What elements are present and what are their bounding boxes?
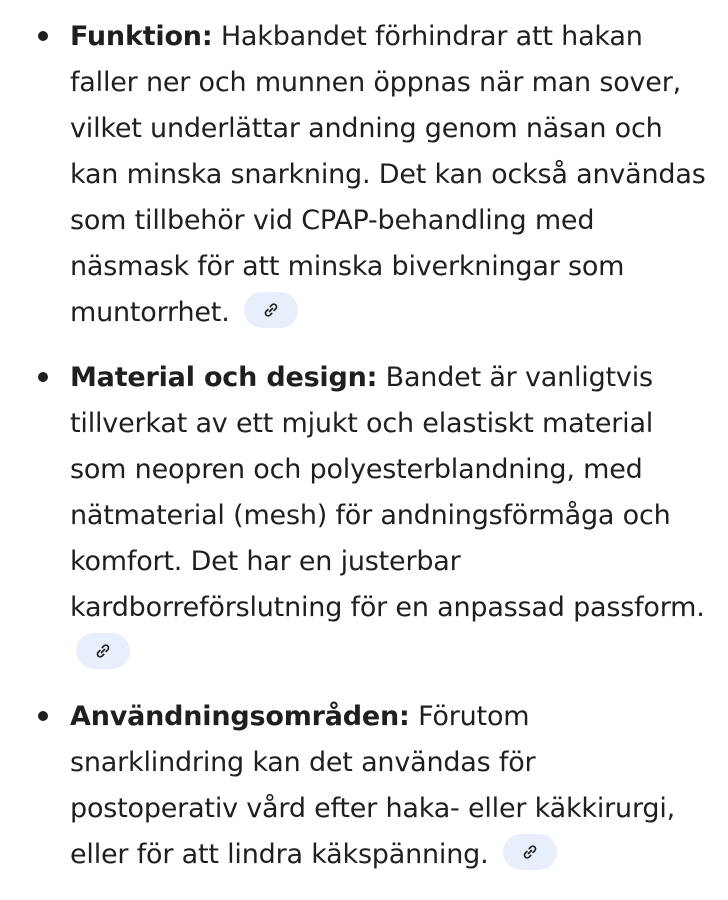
bullet-dot: [38, 31, 48, 41]
list-item-material: [70, 355, 710, 677]
link-icon: [94, 642, 112, 660]
item-label: Material och design:: [70, 362, 378, 393]
bullet-dot: [38, 372, 48, 382]
bullet-dot: [38, 711, 48, 721]
item-text: Hakbandet förhindrar att hakan faller ner och munnen öppnas när man sover, vilket underlättar andning genom näsan och kan minska snarkning. Det kan också användas som tillbehör vid CPAP-behandling med näsmask för att minska biverkningar som muntorrhet.: [70, 21, 706, 328]
source-link-button[interactable]: [76, 633, 130, 669]
item-text: Förutom snarklindring kan det användas för postoperativ vård efter haka- eller käkkirurgi, eller för att lindra käkspänning.: [70, 701, 676, 870]
item-text: Bandet är vanligtvis tillverkat av ett mjukt och elastiskt material som neopren och polyesterblandning, med nätmaterial (mesh) för andningsförmåga och komfort. Det har en justerbar kardborreförslutning för en anpassad passform.: [70, 362, 705, 623]
item-label: Användningsområden:: [70, 701, 410, 732]
source-link-button[interactable]: [503, 834, 557, 870]
link-icon: [262, 301, 280, 319]
list-item-funktion: [70, 14, 710, 336]
item-label: Funktion:: [70, 21, 213, 52]
list-item-anvandningsomraden: [70, 694, 710, 878]
link-icon: [521, 843, 539, 861]
source-link-button[interactable]: [244, 292, 298, 328]
